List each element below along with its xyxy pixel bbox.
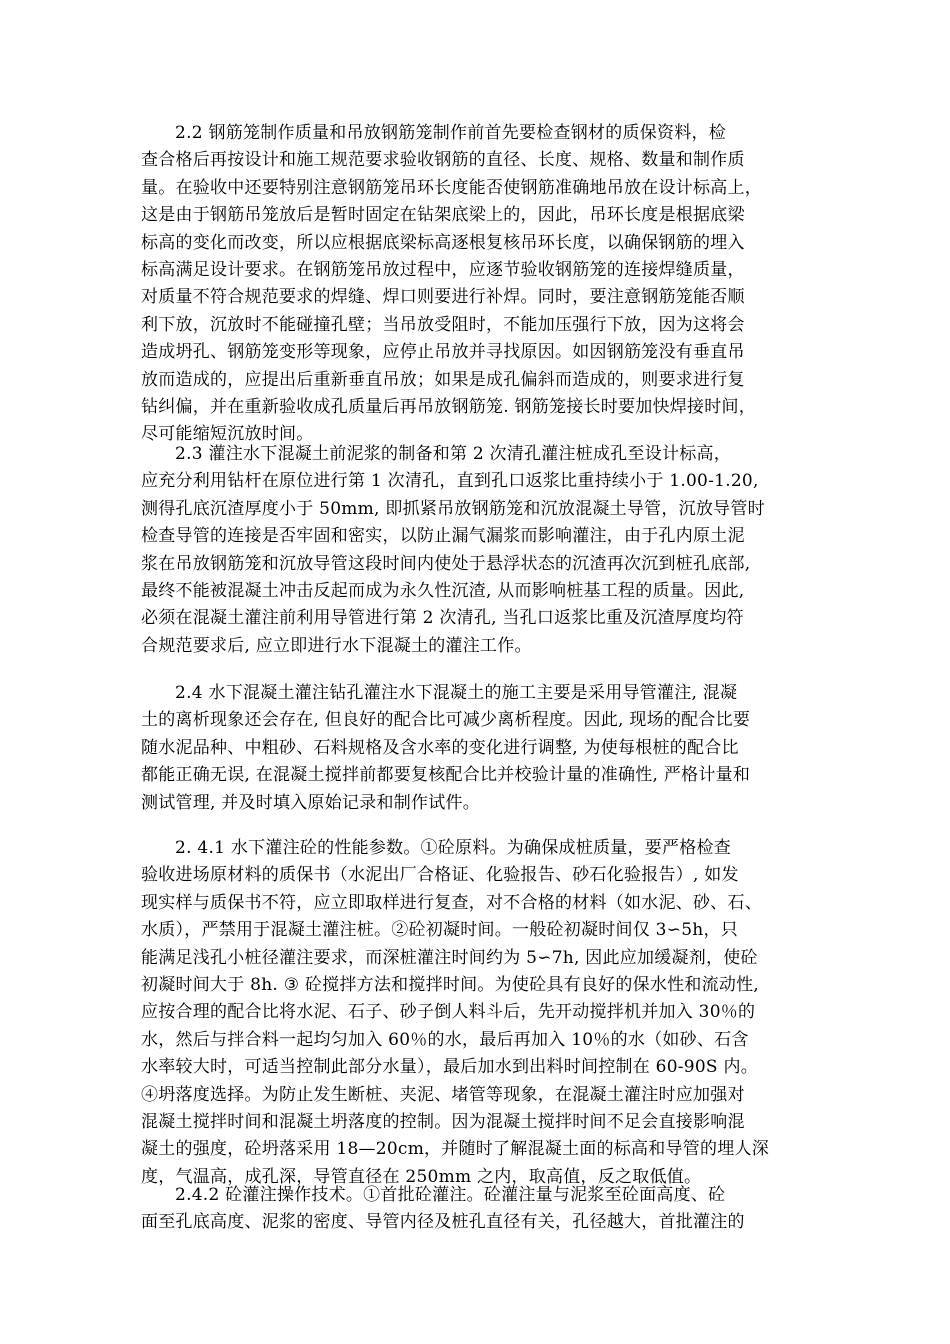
text-line: 钻纠偏，并在重新验收成孔质量后再吊放钢筋笼. 钢筋笼接长时要加快焊接时间， xyxy=(141,396,757,417)
text-line: 应按合理的配合比将水泥、石子、砂子倒人料斗后，先开动搅拌机并加入 30％的 xyxy=(141,1002,756,1023)
text-line: 凝土的强度，砼坍落采用 18—20cm，并随时了解混凝土面的标高和导管的埋人深 xyxy=(141,1139,770,1160)
text-line: 测试管理, 并及时填入原始记录和制作试件。 xyxy=(141,792,481,813)
text-line: 尽可能缩短沉放时间。 xyxy=(141,424,314,445)
text-line: 2. 4.1 水下灌注砼的性能参数。①砼原料。为确保成桩质量，要严格检查 xyxy=(175,838,732,858)
text-line: 验收进场原材料的质保书（水泥出厂合格证、化验报告、砂石化验报告）, 如发 xyxy=(141,865,739,886)
text-line: 混凝土搅拌时间和混凝土坍落度的控制。因为混凝土搅拌时间不足会直接影响混 xyxy=(141,1111,745,1132)
text-line: 能满足浅孔小桩径灌注要求，而深桩灌注时间约为 5∽7h, 因此应加缓凝剂，使砼 xyxy=(141,947,758,968)
text-line: 2.2 钢筋笼制作质量和吊放钢筋笼制作前首先要检查钢材的质保资料，检 xyxy=(175,123,726,143)
text-line: 现实样与质保书不符，应立即取样进行复查，对不合格的材料（如水泥、砂、石、 xyxy=(141,892,762,913)
text-line: 水率较大时，可适当控制此部分水量），最后加水到出料时间控制在 60-90S 内。 xyxy=(141,1057,758,1078)
text-line: 度，气温高，成孔深，导管直径在 250mm 之内，取高值，反之取低值。 xyxy=(141,1166,702,1187)
text-line: 2.4.2 砼灌注操作技术。①首批砼灌注。砼灌注量与泥浆至砼面高度、砼 xyxy=(175,1185,726,1205)
text-line: 利下放，沉放时不能碰撞孔壁；当吊放受阻时，不能加压强行下放，因为这将会 xyxy=(141,314,745,335)
text-line: 面至孔底高度、泥浆的密度、导管内径及桩孔直径有关，孔径越大，首批灌注的 xyxy=(141,1212,745,1233)
text-line: 初凝时间大于 8h. ③ 砼搅拌方法和搅拌时间。为使砼具有良好的保水性和流动性, xyxy=(141,974,760,995)
text-line: 测得孔底沉渣厚度小于 50mm, 即抓紧吊放钢筋笼和沉放混凝土导管，沉放导管时 xyxy=(141,498,765,519)
text-line: 放而造成的，应提出后重新垂直吊放；如果是成孔偏斜而造成的，则要求进行复 xyxy=(141,369,745,390)
text-line: 检查导管的连接是否牢固和密实，以防止漏气漏浆而影响灌注，由于孔内原土泥 xyxy=(141,526,745,547)
paragraph-2-4 xyxy=(141,680,821,817)
text-line: 水，然后与拌合料一起均匀加入 60％的水，最后再加入 10％的水（如砂、石含 xyxy=(141,1029,749,1050)
text-line: 最终不能被混凝土冲击反起而成为永久性沉渣, 从而影响桩基工程的质量。因此, xyxy=(141,580,745,601)
text-line: 标高的变化而改变，所以应根据底梁标高逐根复核吊环长度，以确保钢筋的埋入 xyxy=(141,232,745,253)
text-line: 对质量不符合规范要求的焊缝、焊口则要进行补焊。同时，要注意钢筋笼能否顺 xyxy=(141,287,745,308)
text-line: 2.4 水下混凝土灌注钻孔灌注水下混凝土的施工主要是采用导管灌注, 混凝 xyxy=(175,683,738,703)
text-line: 随水泥品种、中粗砂、石料规格及含水率的变化进行调整, 为使每根桩的配合比 xyxy=(141,737,739,758)
text-line: 土的离析现象还会存在, 但良好的配合比可减少离析程度。因此, 现场的配合比要 xyxy=(141,710,751,731)
text-line: 必须在混凝土灌注前利用导管进行第 2 次清孔, 当孔口返浆比重及沉渣厚度均符 xyxy=(141,608,744,629)
paragraph-2-4-2 xyxy=(141,1182,821,1237)
text-line: 水质），严禁用于混凝土灌注桩。②砼初凝时间。一般砼初凝时间仅 3∽5h，只 xyxy=(141,920,738,941)
text-line: 造成坍孔、钢筋笼变形等现象，应停止吊放并寻找原因。如因钢筋笼没有垂直吊 xyxy=(141,342,745,363)
text-line: 标高满足设计要求。在钢筋笼吊放过程中，应逐节验收钢筋笼的连接焊缝质量， xyxy=(141,259,745,280)
text-line: 应充分利用钻杆在原位进行第 1 次清孔，直到孔口返浆比重持续小于 1.00-1.20, xyxy=(141,471,759,492)
text-line: 查合格后再按设计和施工规范要求验收钢筋的直径、长度、规格、数量和制作质 xyxy=(141,150,745,171)
paragraph-2-3 xyxy=(141,441,821,660)
text-line: 量。在验收中还要特别注意钢筋笼吊环长度能否使钢筋准确地吊放在设计标高上， xyxy=(141,177,762,198)
text-line: 合规范要求后, 应立即进行水下混凝土的灌注工作。 xyxy=(141,635,532,656)
paragraph-2-4-1 xyxy=(141,835,821,1191)
text-line: 2.3 灌注水下混凝土前泥浆的制备和第 2 次清孔灌注桩成孔至设计标高， xyxy=(175,444,732,464)
text-line: 都能正确无误, 在混凝土搅拌前都要复核配合比并校验计量的准确性, 严格计量和 xyxy=(141,765,751,786)
text-line: ④坍落度选择。为防止发生断桩、夹泥、堵管等现象，在混凝土灌注时应加强对 xyxy=(141,1084,745,1105)
text-line: 浆在吊放钢筋笼和沉放导管这段时间内使处于悬浮状态的沉渣再次沉到桩孔底部, xyxy=(141,553,751,574)
text-line: 这是由于钢筋吊笼放后是暂时固定在钻架底梁上的，因此，吊环长度是根据底梁 xyxy=(141,205,745,226)
paragraph-2-2 xyxy=(141,120,821,449)
